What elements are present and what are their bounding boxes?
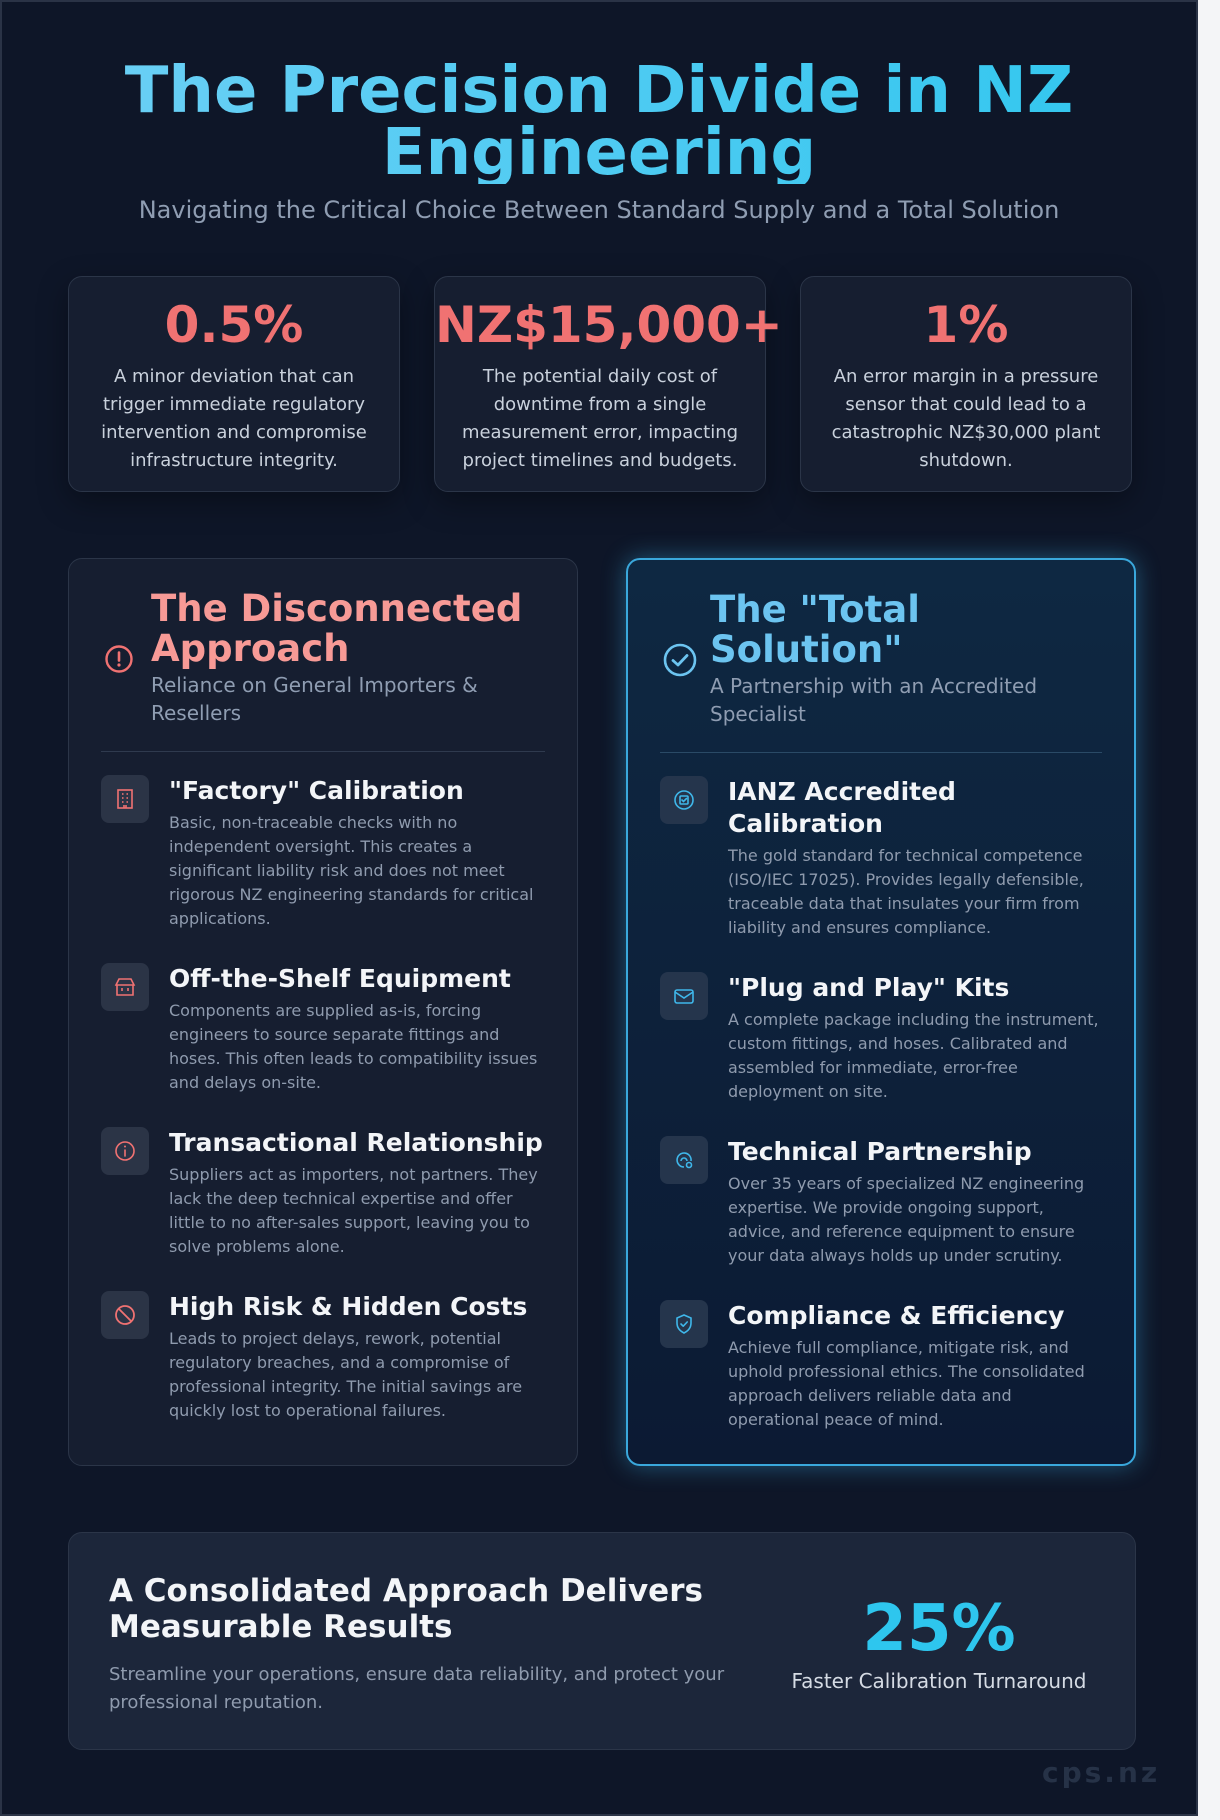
certificate-icon bbox=[660, 776, 708, 824]
divider bbox=[660, 752, 1102, 753]
item-title: Transactional Relationship bbox=[169, 1128, 543, 1157]
stat-card-deviation bbox=[68, 276, 400, 492]
results-banner bbox=[68, 1532, 1136, 1750]
item-title: Off-the-Shelf Equipment bbox=[169, 964, 511, 993]
list-item bbox=[101, 1291, 549, 1423]
total-solution-panel bbox=[626, 558, 1136, 1466]
list-item bbox=[660, 972, 1106, 1104]
panel-subtitle: A Partnership with an Accredited Specialist bbox=[710, 674, 1038, 726]
item-description: Suppliers act as importers, not partners. They lack the deep technical expertise and offer little to no after-sales support, leaving you to solve problems alone. bbox=[169, 1165, 538, 1256]
item-title: High Risk & Hidden Costs bbox=[169, 1292, 528, 1321]
item-description: The gold standard for technical competence (ISO/IEC 17025). Provides legally defensible, traceable data that insulates your firm from liability and ensures compliance. bbox=[728, 846, 1084, 937]
watermark: cps.nz bbox=[1042, 1756, 1161, 1789]
stat-card-downtime-cost bbox=[434, 276, 783, 492]
stat-description: The potential daily cost of downtime from a single measurement error, impacting project timelines and budgets. bbox=[461, 366, 739, 471]
item-title: "Plug and Play" Kits bbox=[728, 973, 1010, 1002]
item-title: IANZ Accredited Calibration bbox=[728, 777, 956, 838]
item-title: Compliance & Efficiency bbox=[728, 1301, 1065, 1330]
results-label: Faster Calibration Turnaround bbox=[791, 1669, 1087, 1693]
item-title: "Factory" Calibration bbox=[169, 776, 464, 805]
disconnected-approach-panel bbox=[68, 558, 578, 1466]
divider bbox=[101, 751, 545, 752]
ban-icon bbox=[101, 1291, 149, 1339]
panel-title: The Disconnected Approach bbox=[151, 587, 523, 670]
list-item bbox=[101, 963, 549, 1095]
stat-description: An error margin in a pressure sensor that could lead to a catastrophic NZ$30,000 plant shutdown. bbox=[831, 366, 1101, 471]
kit-icon bbox=[660, 972, 708, 1020]
item-description: A complete package including the instrument, custom fittings, and hoses. Calibrated and assembled for immediate, error-free deployment on site. bbox=[728, 1010, 1099, 1101]
info-circle-icon bbox=[101, 1127, 149, 1175]
item-description: Achieve full compliance, mitigate risk, and uphold professional ethics. The consolidated approach delivers reliable data and operational peace of mind. bbox=[728, 1338, 1085, 1429]
results-value: 25% bbox=[862, 1592, 1016, 1666]
list-item bbox=[101, 775, 549, 931]
item-description: Basic, non-traceable checks with no independent oversight. This creates a significant liability risk and does not meet rigorous NZ engineering standards for critical applications. bbox=[169, 813, 534, 928]
list-item bbox=[660, 776, 1106, 940]
list-item bbox=[101, 1127, 549, 1259]
shield-check-icon bbox=[660, 1300, 708, 1348]
panel-title: The "Total Solution" bbox=[710, 588, 920, 671]
building-icon bbox=[101, 775, 149, 823]
list-item bbox=[660, 1300, 1106, 1432]
support-icon bbox=[660, 1136, 708, 1184]
results-description: Streamline your operations, ensure data reliability, and protect your professional reputation. bbox=[109, 1664, 725, 1713]
stat-card-error-margin bbox=[800, 276, 1132, 492]
stat-value: 1% bbox=[923, 296, 1009, 354]
results-title: A Consolidated Approach Delivers Measurable Results bbox=[109, 1573, 703, 1645]
stat-description: A minor deviation that can trigger immediate regulatory intervention and compromise infrastructure integrity. bbox=[101, 366, 367, 471]
stat-value: NZ$15,000+ bbox=[435, 296, 783, 354]
item-title: Technical Partnership bbox=[728, 1137, 1032, 1166]
item-description: Leads to project delays, rework, potential regulatory breaches, and a compromise of professional integrity. The initial savings are quickly lost to operational failures. bbox=[169, 1329, 523, 1420]
page-title: The Precision Divide in NZ Engineering bbox=[2, 60, 1196, 184]
page-subtitle: Navigating the Critical Choice Between Standard Supply and a Total Solution bbox=[138, 196, 1060, 224]
exclamation-circle-icon bbox=[103, 643, 135, 675]
stat-value: 0.5% bbox=[164, 296, 304, 354]
item-description: Components are supplied as-is, forcing engineers to source separate fittings and hoses. This often leads to compatibility issues and delays on-site. bbox=[169, 1001, 538, 1092]
list-item bbox=[660, 1136, 1106, 1268]
panel-subtitle: Reliance on General Importers & Resellers bbox=[151, 673, 478, 725]
item-description: Over 35 years of specialized NZ engineering expertise. We provide ongoing support, advice, and reference equipment to ensure your data always holds up under scrutiny. bbox=[728, 1174, 1085, 1265]
check-circle-icon bbox=[662, 642, 694, 674]
box-icon bbox=[101, 963, 149, 1011]
